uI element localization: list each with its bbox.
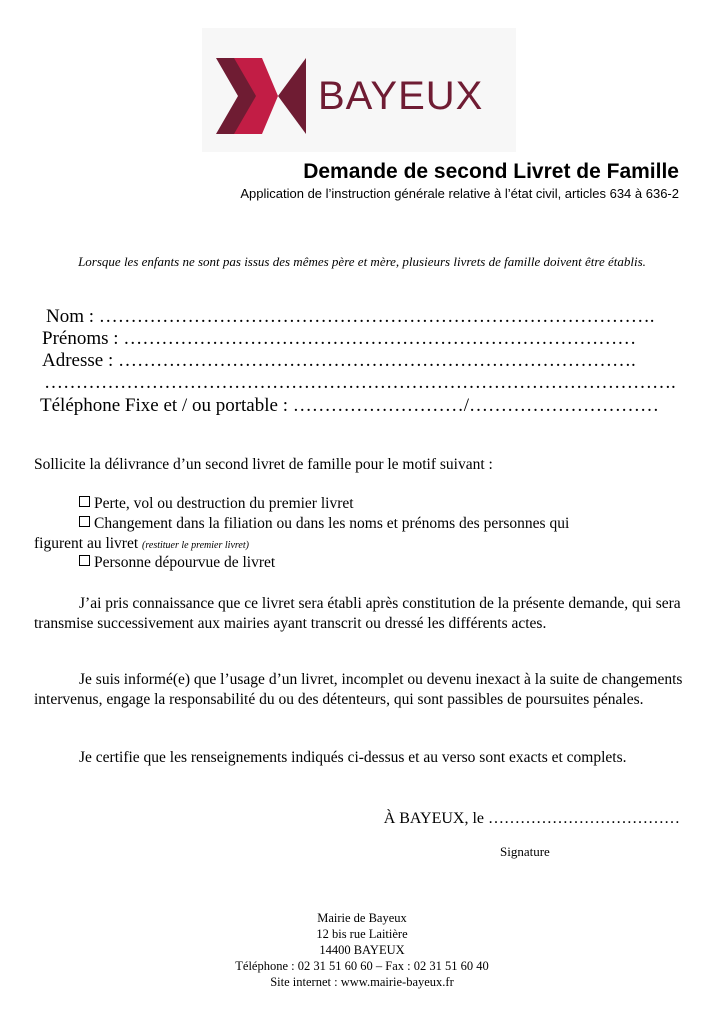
option-changement-label: Changement dans la filiation ou dans les noms et prénoms des personnes qui [94,515,570,532]
option-perte-label: Perte, vol ou destruction du premier livret [94,495,354,512]
adresse-extra-line[interactable]: ………………………………………………………………………………………. [44,372,676,393]
footer [0,910,724,990]
option-changement-continued [34,535,249,553]
option-changement-checkbox[interactable] [79,516,90,527]
option-depourvue-checkbox[interactable] [79,555,90,566]
bayeux-logo-mark-icon [216,58,312,134]
prenoms-field[interactable]: Prénoms : ……………………………………………………………………… [42,328,637,349]
place-date-line[interactable]: À BAYEUX, le ……………………………… [383,810,680,827]
logo-wordmark: BAYEUX [318,74,484,118]
adresse-field[interactable]: Adresse : ………………………………………………………………………. [42,350,636,371]
telephone-field[interactable]: Téléphone Fixe et / ou portable : ………………………/………………………… [40,395,660,416]
footer-city: 14400 BAYEUX [319,943,405,957]
option-depourvue-label: Personne dépourvue de livret [94,554,276,571]
notice-text: Lorsque les enfants ne sont pas issus des mêmes père et mère, plusieurs livrets de famille doivent être établis. [78,254,646,269]
paragraph-certification: Je certifie que les renseignements indiqués ci-dessus et au verso sont exacts et complets. [79,749,627,766]
option-perte-checkbox[interactable] [79,496,90,507]
option-changement-label-2: figurent au livret [34,535,139,552]
footer-street: 12 bis rue Laitière [316,927,408,941]
bayeux-logo [202,28,516,152]
footer-phone: Téléphone : 02 31 51 60 60 – Fax : 02 31 51 60 40 [235,959,489,973]
paragraph-responsabilite: Je suis informé(e) que l’usage d’un livret, incomplet ou devenu inexact à la suite de changements intervenus, engage la responsabilité du ou des détenteurs, qui sont passibles de poursuites pénales. [34,671,683,708]
page-subtitle: Application de l’instruction générale relative à l’état civil, articles 634 à 636-2 [240,186,679,201]
logo-tail-shape [278,58,306,134]
option-depourvue [79,554,275,572]
signature-label: Signature [500,844,550,859]
option-changement [79,515,569,533]
footer-name: Mairie de Bayeux [317,911,407,925]
option-perte [79,495,354,513]
paragraph-constitution: J’ai pris connaissance que ce livret sera établi après constitution de la présente demande, qui sera transmise successivement aux mairies ayant transcrit ou dressé les différents actes. [34,595,681,632]
page-title: Demande de second Livret de Famille [303,160,679,183]
request-text: Sollicite la délivrance d’un second livret de famille pour le motif suivant : [34,456,493,473]
footer-website: Site internet : www.mairie-bayeux.fr [270,975,454,989]
option-changement-note: (restituer le premier livret) [142,540,249,551]
nom-field[interactable]: Nom : ……………………………………………………………………………. [46,306,655,327]
